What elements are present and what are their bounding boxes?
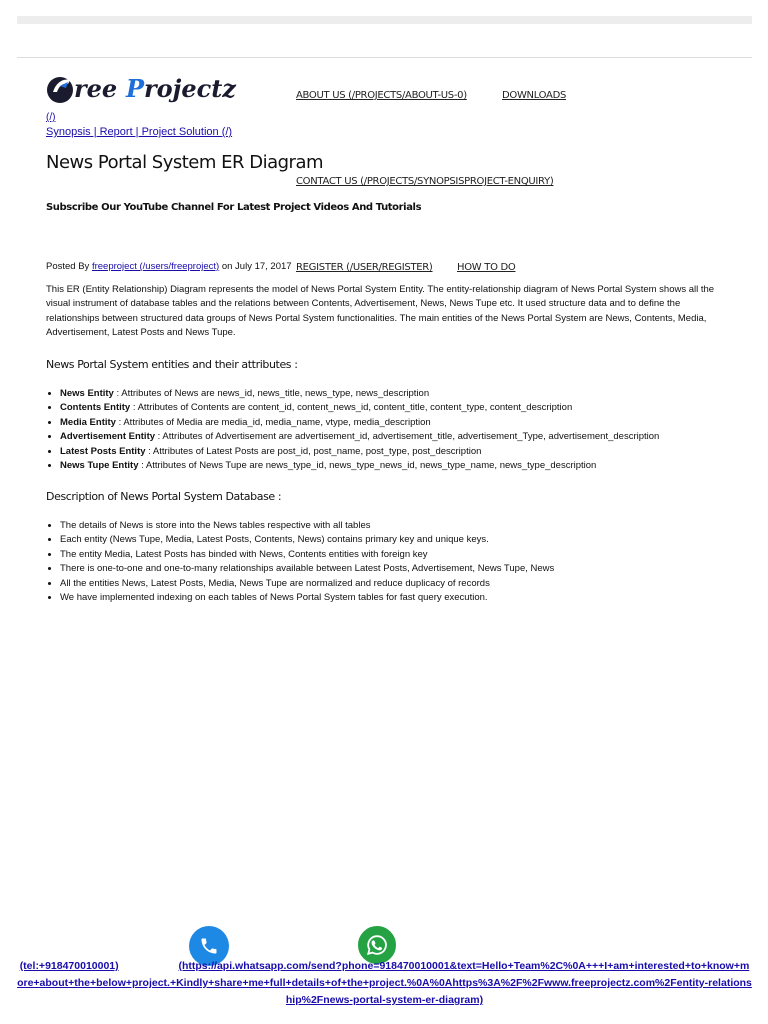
logo-text-free: ree	[74, 74, 118, 103]
header-divider	[17, 57, 752, 58]
nav-about-us[interactable]: ABOUT US (/PROJECTS/ABOUT-US-0)	[296, 90, 467, 101]
nav-contact-us[interactable]: CONTACT US (/PROJECTS/SYNOPSISPROJECT-ENQUIRY)	[296, 176, 554, 187]
list-item: • The details of News is store into the News tables respective with all tables	[60, 519, 554, 533]
nav-downloads[interactable]: DOWNLOADS	[502, 90, 567, 101]
subscribe-text: Subscribe Our YouTube Channel For Latest Project Videos And Tutorials	[46, 202, 422, 213]
list-item: • Contents Entity : Attributes of Contents are content_id, content_news_id, content_title, content_type, content_description	[60, 401, 659, 415]
tel-link[interactable]: (tel:+918470010001)	[19, 960, 119, 972]
svg-text:P: P	[126, 74, 145, 103]
post-meta	[46, 261, 292, 272]
list-item: • Media Entity : Attributes of Media are media_id, media_name, vtype, media_description	[60, 416, 659, 430]
database-points-list	[46, 519, 554, 605]
post-date: on July 17, 2017	[221, 261, 292, 272]
posted-by-label: Posted By	[46, 261, 90, 272]
top-gray-bar	[17, 16, 752, 24]
phone-icon	[199, 936, 219, 956]
contact-links	[17, 958, 752, 1009]
list-item: • Each entity (News Tupe, Media, Latest Posts, Contents, News) contains primary key and unique keys.	[60, 533, 554, 547]
list-item: • The entity Media, Latest Posts has binded with News, Contents entities with foreign key	[60, 548, 554, 562]
svg-text:rojectz: rojectz	[144, 74, 236, 103]
entities-list	[46, 387, 659, 473]
list-item: • News Entity : Attributes of News are news_id, news_title, news_type, news_description	[60, 387, 659, 401]
whatsapp-icon	[365, 933, 389, 957]
intro-paragraph: This ER (Entity Relationship) Diagram represents the model of News Portal System Entity. The entity-relationship diagram of News Portal System shows all the visual instrument of database tables and the relations between Contents, Advertisement, News, News Tupe etc. It used structure data and to define the relationships between structured data groups of News Portal System functionalities. The main entities of the News Portal System are News, Contents, Media, Advertisement, Latest Posts and News Tupe.	[46, 284, 715, 338]
list-item: • Latest Posts Entity : Attributes of Latest Posts are post_id, post_name, post_type, post_description	[60, 445, 659, 459]
list-item: • Advertisement Entity : Attributes of Advertisement are advertisement_id, advertisement_title, advertisement_Type, advertisement_description	[60, 430, 659, 444]
author-link[interactable]: freeproject (/users/freeproject)	[91, 261, 220, 272]
list-item: • All the entities News, Latest Posts, Media, News Tupe are normalized and reduce duplicacy of records	[60, 577, 554, 591]
list-item: • We have implemented indexing on each tables of News Portal System tables for fast query execution.	[60, 591, 554, 605]
list-item: • There is one-to-one and one-to-many relationships available between Latest Posts, Advertisement, News Tupe, News	[60, 562, 554, 576]
home-link[interactable]: (/)	[46, 112, 56, 123]
synopsis-link[interactable]: Synopsis | Report | Project Solution (/)	[46, 126, 233, 138]
nav-how-to-do[interactable]: HOW TO DO	[457, 262, 516, 273]
whatsapp-link[interactable]: (https://api.whatsapp.com/send?phone=918470010001&text=Hello+Team%2C%0A+++I+am+interested+to+know+more+about+the+below+project.+Kindly+share+me+full+details+of+the+project.%0A%0Ahttps%3A%2F%2Fwww.freeprojectz.com%2Fentity-relationship%2Fnews-portal-system-er-diagram)	[17, 960, 752, 1006]
site-logo[interactable]	[46, 70, 260, 106]
database-heading: Description of News Portal System Database :	[46, 490, 282, 503]
list-item: • News Tupe Entity : Attributes of News Tupe are news_type_id, news_type_news_id, news_type_name, news_type_description	[60, 459, 659, 473]
nav-register[interactable]: REGISTER (/USER/REGISTER)	[296, 262, 433, 273]
page-title: News Portal System ER Diagram	[46, 152, 324, 173]
entities-heading: News Portal System entities and their attributes :	[46, 358, 298, 371]
